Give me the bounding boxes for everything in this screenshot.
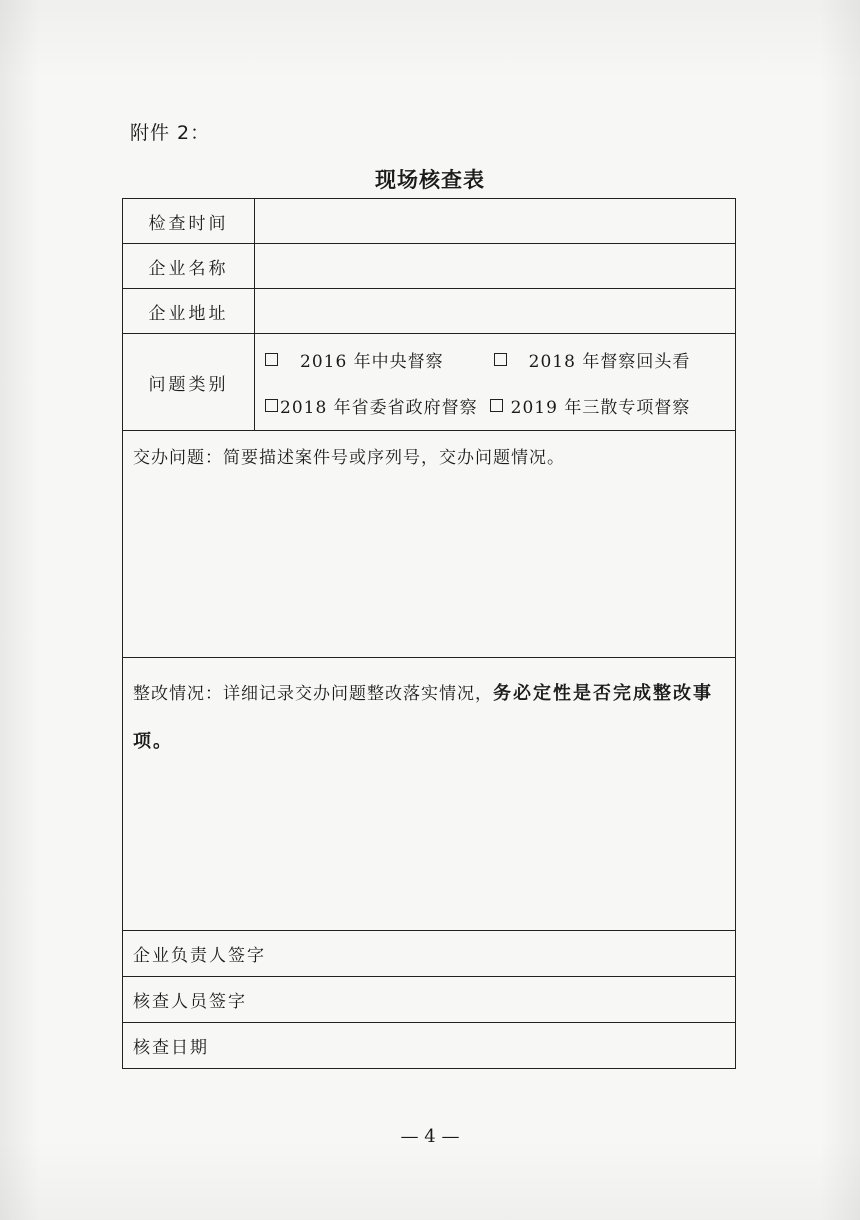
company-head-signature-field[interactable]: [123, 931, 736, 977]
company-name-label: 企业名称: [123, 244, 255, 289]
issue-category-label: 问题类别: [123, 334, 255, 431]
attachment-label: 附件 2：: [130, 122, 211, 144]
category-line-1: [255, 336, 735, 382]
form-title: 现场核查表: [375, 168, 485, 192]
category-line-2: [255, 382, 735, 428]
company-name-field[interactable]: [255, 244, 736, 289]
assigned-issue-prompt: 交办问题：简要描述案件号或序列号，交办问题情况。: [133, 448, 565, 468]
company-address-field[interactable]: [255, 289, 736, 334]
checkbox-icon[interactable]: [265, 353, 278, 366]
rectification-area[interactable]: [123, 658, 736, 931]
category-option-2018-provincial[interactable]: [265, 393, 478, 418]
rectification-emphasis: 务必定性是否完成整改事项。: [133, 683, 713, 752]
category-option-2019-sansan[interactable]: [490, 393, 691, 418]
row-company-name: [123, 244, 736, 289]
category-option-label: 2018 年省委省政府督察: [280, 397, 478, 418]
inspection-time-field[interactable]: [255, 199, 736, 244]
rectification-prompt: 整改情况：详细记录交办问题整改落实情况，: [133, 684, 493, 704]
issue-category-options: [255, 334, 736, 431]
inspection-date-label: 核查日期: [133, 1038, 209, 1058]
company-address-label: 企业地址: [123, 289, 255, 334]
row-inspection-time: [123, 199, 736, 244]
rectification-prompt-block: [133, 670, 725, 766]
category-option-label: 2019 年三散专项督察: [510, 397, 691, 418]
row-company-head-signature: [123, 931, 736, 977]
inspector-signature-label: 核查人员签字: [133, 992, 247, 1012]
row-inspection-date: [123, 1023, 736, 1069]
checkbox-icon[interactable]: [265, 399, 278, 412]
assigned-issue-area[interactable]: [123, 431, 736, 658]
inspection-time-label: 检查时间: [123, 199, 255, 244]
category-option-2016-central[interactable]: [265, 347, 444, 372]
page-number: — 4 —: [400, 1126, 460, 1147]
category-option-2018-lookback[interactable]: [494, 347, 691, 372]
checkbox-icon[interactable]: [494, 353, 507, 366]
row-inspector-signature: [123, 977, 736, 1023]
category-option-label: 2018 年督察回头看: [528, 351, 691, 372]
company-head-signature-label: 企业负责人签字: [133, 946, 266, 966]
row-rectification: [123, 658, 736, 931]
category-option-label: 2016 年中央督察: [300, 351, 444, 372]
inspector-signature-field[interactable]: [123, 977, 736, 1023]
row-assigned-issue: [123, 431, 736, 658]
inspection-form-table: [122, 198, 736, 1069]
row-company-address: [123, 289, 736, 334]
inspection-date-field[interactable]: [123, 1023, 736, 1069]
row-issue-category: [123, 334, 736, 431]
checkbox-icon[interactable]: [490, 399, 503, 412]
